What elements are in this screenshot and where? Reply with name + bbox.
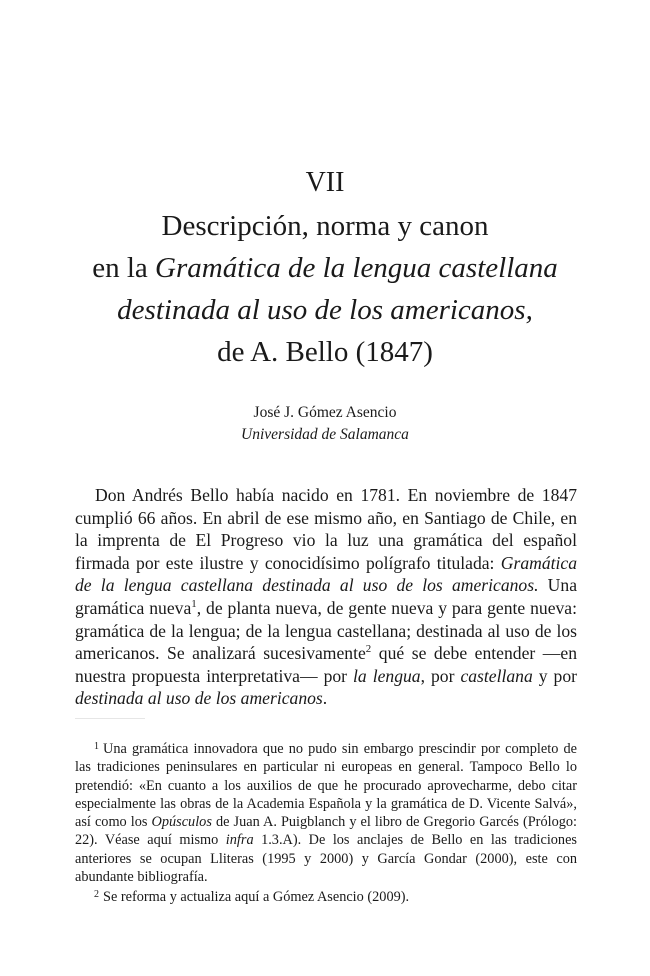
footnote-2-text: Se reforma y actualiza aquí a Gómez Asencio (2009).: [103, 889, 410, 906]
author-block: [0, 402, 650, 446]
body-italic-la-lengua: la lengua: [353, 665, 421, 686]
footnote-1-italic-1: Opúsculos: [151, 814, 212, 831]
author-affiliation: Universidad de Salamanca: [241, 426, 409, 443]
footnote-1-text-2: de Juan A. Puigblanch y el libro de Gregorio Garcés (Prólogo: 22). Véase aquí mismo: [75, 814, 577, 849]
body-italic-destinada: destinada al uso de los americanos: [75, 688, 323, 709]
footnote-2: [75, 886, 577, 906]
footnote-ref-2: 2: [365, 643, 372, 656]
body-text-4: qué se debe entender —en nuestra propuesta interpretativa— por: [75, 643, 577, 686]
footnote-1-text-3: 1.3.A). De los anclajes de Bello en las tradiciones anteriores se ocupan Lliteras (1995 y 2000) y García Gondar (2000), este con abundante bibliografía.: [75, 832, 577, 886]
body-text-2: Una gramática nueva: [75, 575, 577, 618]
footnote-2-mark: 2: [94, 889, 99, 901]
footnote-1: [75, 738, 577, 886]
footnote-1-text-1: Una gramática innovadora que no pudo sin embargo prescindir por completo de las tradiciones peninsulares en particular ni europeas en general. Tampoco Bello lo pretendió: «En cuanto a los auxilios de que he procurado aprovecharme, debo citar especialmente las obras de la Academia Española y la gramática de D. Vicente Salvá», así como los: [75, 741, 577, 831]
title-line-4: de A. Bello (1847): [217, 336, 433, 368]
title-line-2: [0, 247, 650, 289]
chapter-number: VII: [305, 167, 345, 198]
title-line-3: [0, 289, 650, 331]
body-text-3: , de planta nueva, de gente nueva y para gente nueva: gramática de la lengua; de la lengua castellana; destinada al uso de los americanos. Se analizará sucesivamente: [75, 597, 577, 664]
body-italic-title: Gramática de la lengua castellana destinada al uso de los americanos.: [75, 552, 577, 596]
body-text-5: , por: [420, 665, 461, 686]
body-text-7: .: [322, 688, 328, 709]
body-italic-castellana: castellana: [460, 665, 533, 686]
footnote-ref-1: 1: [191, 598, 197, 611]
title-line-2-italic: Gramática de la lengua castellana: [155, 252, 558, 284]
footnote-1-italic-2: infra: [225, 832, 254, 849]
body-paragraph: [75, 484, 577, 710]
footnote-separator: [75, 718, 145, 719]
footnotes: [75, 738, 577, 907]
title-line-3-italic: destinada al uso de los americanos,: [117, 294, 533, 326]
footnote-1-mark: 1: [94, 741, 99, 752]
body-text-6: y por: [532, 665, 578, 686]
author-name: José J. Gómez Asencio: [253, 404, 397, 421]
body-text-1: Don Andrés Bello había nacido en 1781. En noviembre de 1847 cumplió 66 años. En abril de ese mismo año, en Santiago de Chile, en la imprenta de El Progreso vio la luz una gramática del español firmada por este ilustre y conocidísimo polígrafo titulada:: [75, 485, 577, 573]
title-line-2-prefix: en la: [92, 252, 156, 284]
chapter-title: [0, 205, 650, 373]
title-line-1: Descripción, norma y canon: [161, 210, 489, 242]
